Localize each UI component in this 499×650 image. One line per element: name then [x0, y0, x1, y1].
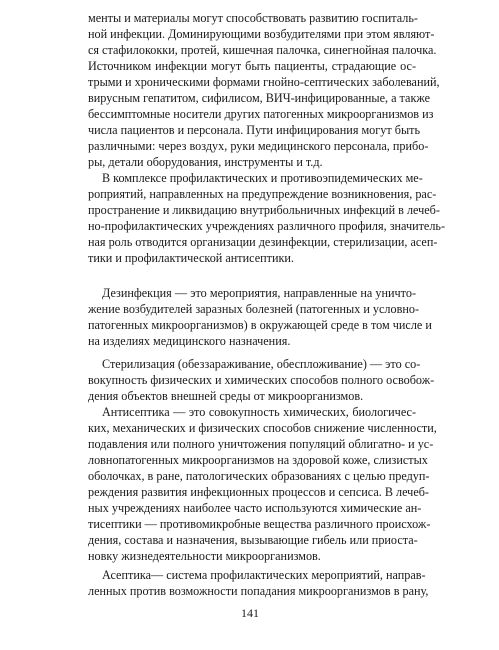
text-line: тисептики — противомикробные вещества различного происхож- — [88, 517, 431, 531]
text-line: бессимптомные носители других патогенных микроорганизмов из — [88, 107, 434, 121]
text-line: ленных против возможности попадания микроорганизмов в рану, — [88, 584, 429, 598]
text-line: Асептика— система профилактических мероприятий, направ- — [102, 568, 426, 582]
text-line: дения объектов внешней среды от микроорганизмов. — [88, 389, 364, 403]
text-line: дения, состава и назначения, вызывающие гибель или приоста- — [88, 533, 418, 547]
text-line: на изделиях медицинского назначения. — [88, 334, 291, 348]
text-line: но-профилактических учреждениях различного профиля, значитель- — [88, 219, 446, 233]
text-line: Дезинфекция — это мероприятия, направленные на уничто- — [102, 286, 416, 300]
text-line: ной инфекции. Доминирующими возбудителями при этом являют- — [88, 27, 435, 41]
text-line: ры, детали оборудования, инструменты и т.д. — [88, 155, 323, 169]
text-line: ловнопатогенных микроорганизмов на здоровой коже, слизистых — [88, 453, 428, 467]
text-line: роприятий, направленных на предупреждение возникновения, рас- — [88, 187, 437, 201]
text-line: ная роль отводится организации дезинфекции, стерилизации, асеп- — [88, 235, 438, 249]
text-line: Антисептика — это совокупность химических, биологичес- — [102, 405, 416, 419]
page-number: 141 — [241, 606, 259, 620]
text-line: вирусным гепатитом, сифилисом, ВИЧ-инфицированные, а также — [88, 91, 431, 105]
text-line: жение возбудителей заразных болезней (патогенных и условно- — [88, 302, 420, 316]
text-line: новку жизнедеятельности микроорганизмов. — [88, 549, 321, 563]
text-line: пространение и ликвидацию внутрибольничных инфекций в лечеб- — [88, 203, 440, 217]
text-line: числа пациентов и персонала. Пути инфицирования могут быть — [88, 123, 421, 137]
text-line: ся стафилококки, протей, кишечная палочка, синегнойная палочка. — [88, 43, 437, 57]
text-line: реждения развития инфекционных процессов и сепсиса. В лечеб- — [88, 485, 429, 499]
text-line: трыми и хроническими формами гнойно-септических заболеваний, — [88, 75, 440, 89]
text-line: ных учреждениях наиболее часто используются химические ан- — [88, 501, 422, 515]
text-line: подавления или полного уничтожения популяций облигатно- и ус- — [88, 437, 434, 451]
text-line: Стерилизация (обеззараживание, обеспложивание) — это со- — [102, 357, 421, 371]
text-line: оболочках, в ране, патологических образованиях с целью предуп- — [88, 469, 430, 483]
text-line: ких, механических и физических способов снижение численности, — [88, 421, 437, 435]
text-line: различными: через воздух, руки медицинского персонала, прибо- — [88, 139, 429, 153]
text-line: вокупность физических и химических способов полного освобож- — [88, 373, 435, 387]
text-line: менты и материалы могут способствовать развитию госпиталь- — [88, 11, 418, 25]
text-line: В комплексе профилактических и противоэпидемических ме- — [102, 171, 423, 185]
text-line: патогенных микроорганизмов) в окружающей среде в том числе и — [88, 318, 432, 332]
text-line: тики и профилактической антисептики. — [88, 251, 294, 265]
text-line: Источником инфекции могут быть пациенты, страдающие ос- — [88, 59, 416, 73]
